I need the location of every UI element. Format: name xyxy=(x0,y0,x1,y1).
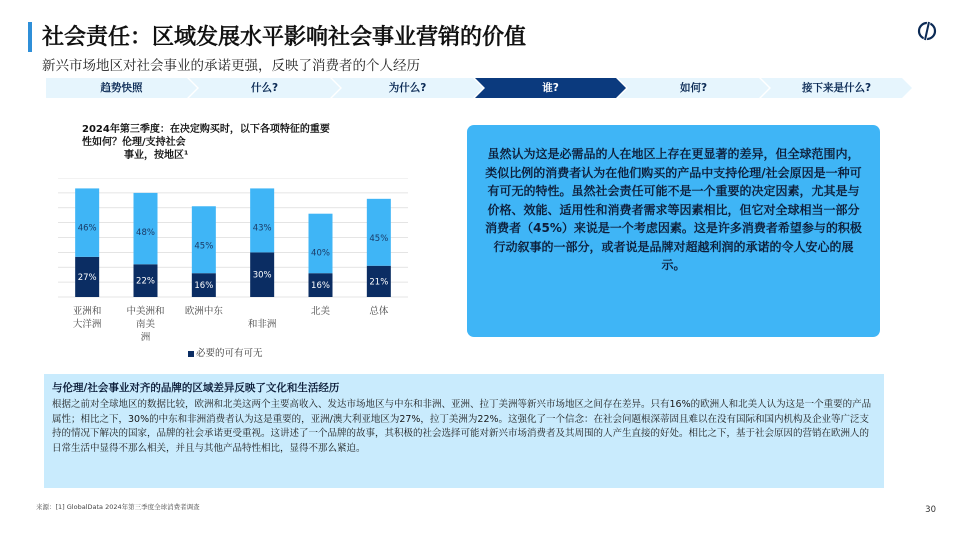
nav-step-label: 趋势快照 xyxy=(100,82,143,94)
nav-step-0[interactable] xyxy=(46,78,197,98)
bar-nice-to-have xyxy=(309,214,333,274)
chart-title-line-1: 2024年第三季度：在决定购买时，以下各项特征的重要 xyxy=(82,124,330,135)
nav-step-label: 如何? xyxy=(679,82,708,94)
callout-text: 虽然认为这是必需品的人在地区上存在更显著的差异，但全球范围内，类似比例的消费者认为在他们购买的产品中支持伦理/社会原因是一种可有可无的特性。虽然社会责任可能不是一个重要的决定因素，尤其是与价格、效能、适用性和消费者需求等因素相比，但它对全球相当一部分消费者（45%）来说是一个考虑因素。这是许多消费者希望参与的积极行动叙事的一部分，或者说是品牌对超越利润的承诺的令人安心的展示。 xyxy=(485,147,862,272)
chart-legend xyxy=(188,345,263,359)
title-accent-bar xyxy=(28,22,32,52)
bar-nice-to-have xyxy=(192,206,216,273)
key-insight-callout xyxy=(467,125,880,337)
x-tick-label: 和非洲 xyxy=(247,319,277,330)
nav-step-label: 为什么? xyxy=(388,82,427,94)
chart-title-line-3: 事业，按地区¹ xyxy=(124,150,189,161)
analysis-body: 根据之前对全球地区的数据比较，欧洲和北美这两个主要高收入、发达市场地区与中东和非洲、亚洲、拉丁美洲等新兴市场地区之间存在差异。只有16%的欧洲人和北美人认为这是一个重要的产品属性；相比之下，30%的中东和非洲消费者认为这是重要的，亚洲/澳大利亚地区为27%，拉丁美洲为22%。这强化了一个信念：在社会问题根深蒂固且难以在没有国际和国内机构及企业等广泛支持的情况下解决的国家，品牌的社会承诺更受重视。这讲述了一个品牌的故事，其积极的社会选择可能对新兴市场消费者及其周围的人产生直接的好处。相比之下，基于社会原因的营销在欧洲人的日常生活中显得不那么相关，并且与其他产品特性相比，显得不那么紧迫。 xyxy=(52,399,872,454)
brand-logo-icon xyxy=(916,20,938,42)
nav-step-5[interactable] xyxy=(761,78,912,98)
nav-step-3[interactable] xyxy=(475,78,626,98)
bar-nice-to-have xyxy=(367,199,391,266)
nav-step-2[interactable] xyxy=(332,78,483,98)
data-label-nice-to-have: 40% xyxy=(311,248,330,259)
chart-title-line-2: 性如何？伦理/支持社会 xyxy=(82,137,186,148)
data-label-nice-to-have: 43% xyxy=(252,223,272,234)
legend-label: 必要的可有可无 xyxy=(196,348,263,359)
section-navigation xyxy=(46,78,902,98)
nav-step-label: 谁? xyxy=(542,82,559,94)
nav-step-label: 什么? xyxy=(250,82,279,94)
x-tick-label: 亚洲和 xyxy=(72,306,102,317)
page-title: 社会责任：区域发展水平影响社会事业营销的价值 xyxy=(42,25,527,50)
data-label-nice-to-have: 45% xyxy=(369,233,389,244)
regional-analysis-box xyxy=(44,374,884,488)
chart-title xyxy=(82,123,392,162)
x-tick-label: 北美 xyxy=(310,306,331,317)
data-label-nice-to-have: 46% xyxy=(77,223,97,234)
analysis-heading: 与伦理/社会事业对齐的品牌的区域差异反映了文化和生活经历 xyxy=(52,382,340,394)
nav-step-4[interactable] xyxy=(618,78,769,98)
page-subtitle: 新兴市场地区对社会事业的承诺更强，反映了消费者的个人经历 xyxy=(42,58,420,74)
data-label-essential: 21% xyxy=(369,277,389,288)
data-label-essential: 27% xyxy=(77,272,97,283)
x-tick-label: 中美洲和 xyxy=(126,306,165,317)
x-tick-label: 大洋洲 xyxy=(72,319,102,330)
nav-step-1[interactable] xyxy=(189,78,340,98)
source-note: 来源：[1] GlobalData 2024年第三季度全球消费者调查 xyxy=(36,503,200,511)
nav-step-label: 接下来是什么? xyxy=(801,82,872,94)
stacked-bar-chart xyxy=(58,178,418,348)
x-tick-label: 南美 xyxy=(135,319,156,330)
data-label-essential: 30% xyxy=(252,270,272,281)
data-label-essential: 16% xyxy=(194,281,214,292)
x-tick-label: 欧洲中东 xyxy=(184,306,223,317)
legend-swatch-essential xyxy=(188,351,194,357)
data-label-nice-to-have: 48% xyxy=(136,227,155,238)
page-number: 30 xyxy=(925,505,936,515)
data-label-essential: 16% xyxy=(311,281,330,292)
x-tick-label: 洲 xyxy=(140,332,151,343)
data-label-nice-to-have: 45% xyxy=(194,241,214,252)
bar-nice-to-have xyxy=(250,188,274,252)
data-label-essential: 22% xyxy=(136,276,155,287)
x-tick-label: 总体 xyxy=(369,306,389,317)
